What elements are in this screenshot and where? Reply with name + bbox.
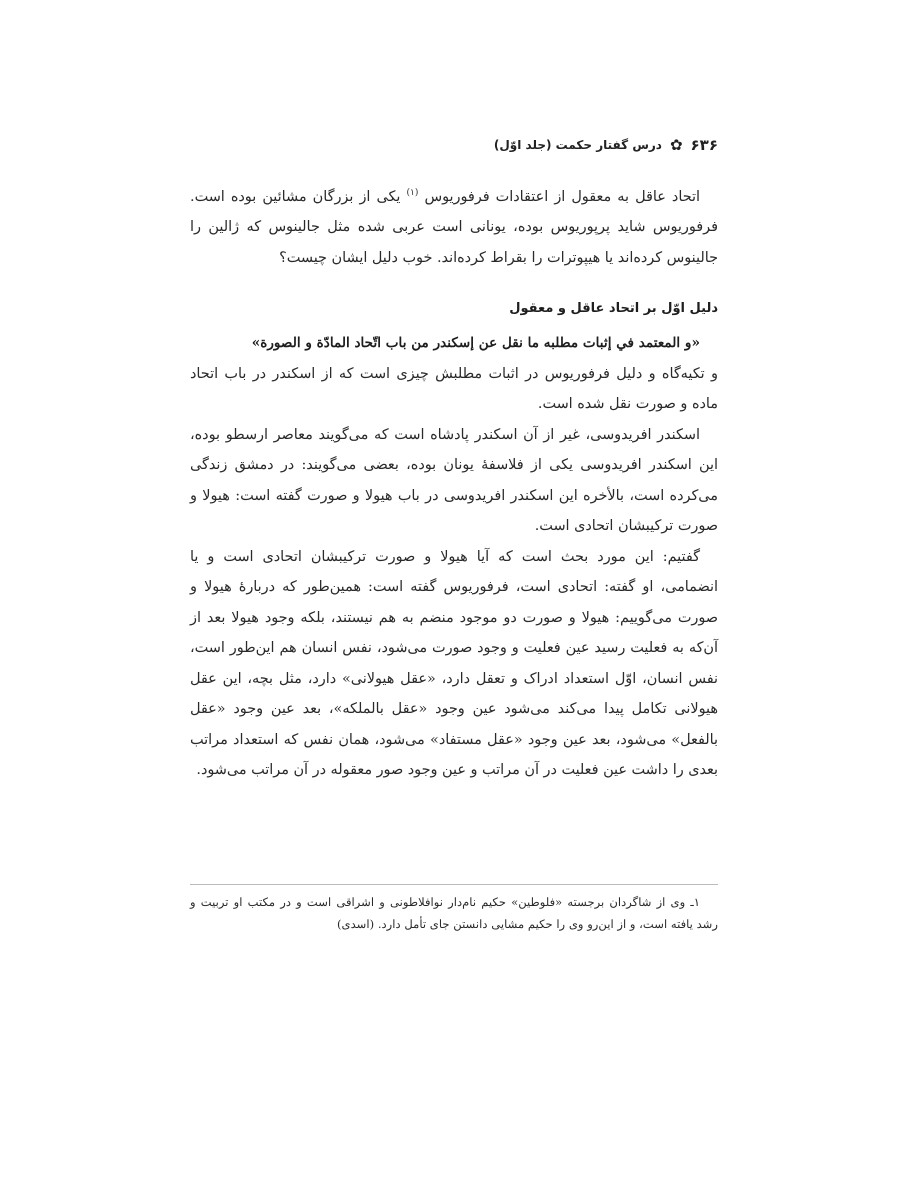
paragraph-1 <box>190 178 718 273</box>
paragraph-3: اسکندر افریدوسی، غیر از آن اسکندر پادشاه است که می‌گویند معاصر ارسطو بوده، این اسکندر افریدوسی یکی از فلاسفهٔ یونان بوده، بعضی می‌گویند: در دمشق زندگی می‌کرده است، بالأخره این اسکندر افریدوسی در باب هیولا و صورت گفته است: هیولا و صورت ترکیبشان اتحادی است. <box>190 426 718 535</box>
book-title: درس گفتار حکمت (جلد اوّل) <box>493 138 662 152</box>
paragraph-4: گفتیم: این مورد بحث است که آیا هیولا و صورت ترکیبشان اتحادی است و یا انضمامی، او گفته: اتحادی است، فرفوریوس گفته است: همین‌طور که دربارهٔ هیولا و صورت می‌گوییم: هیولا و صورت دو موجود منضم به هم نیستند، بلکه وجود هیولا بعد از آن‌که به فعلیت رسید عین فعلیت و وجود صورت می‌شود، نفس انسان هم این‌طور است، نفس انسان، اوّل استعداد ادراک و تعقل دارد، «عقل هیولانی» دارد، مثل بچه، این عقل هیولانی تکامل پیدا می‌کند می‌شود عین وجود «عقل بالملکه»، بعد عین وجود «عقل بالفعل» می‌شود، بعد عین وجود «عقل مستفاد» می‌شود، همان نفس که استعداد مراتب بعدی را داشت عین فعلیت در آن مراتب و عین وجود صور معقوله در آن مراتب می‌شود. <box>190 548 718 779</box>
footnotes-section <box>190 884 718 935</box>
paragraph-2: و تکیه‌گاه و دلیل فرفوریوس در اثبات مطلبش چیزی است که از اسکندر در باب اتحاد ماده و صورت نقل شده است. <box>190 365 718 413</box>
footnote-reference: (۱) <box>406 188 419 198</box>
book-page <box>190 128 718 1128</box>
paragraph-1-before-ref: اتحاد عاقل به معقول از اعتقادات فرفوریوس <box>424 188 700 205</box>
paragraph-1-after-ref: یکی از بزرگان مشائین بوده است. فرفوریوس شاید پرپوریوس بوده، یونانی است عربی شده مثل جالینوس که ژالین را جالینوس کرده‌اند یا هیپوترات را بقراط کرده‌اند. خوب دلیل ایشان چیست؟ <box>190 188 718 266</box>
running-header <box>494 136 718 154</box>
footnote-divider <box>190 884 718 885</box>
footnote-1: ۱ـ وی از شاگردان برجسته «فلوطین» حکیم نام‌دار نوافلاطونی و اشراقی است و در مکتب او تربیت و رشد یافته است، و از این‌رو وی را حکیم مشایی دانستن جای تأمل دارد. (اسدی) <box>190 895 718 931</box>
arabic-quote: «و المعتمد في إثبات مطلبه ما نقل عن إسكندر من باب اتّحاد المادّة و الصورة» <box>251 335 700 352</box>
section-heading: دلیل اوّل بر اتحاد عاقل و معقول <box>509 301 718 317</box>
page-number: ۶۳۶ <box>690 136 718 154</box>
flower-ornament-icon: ✿ <box>669 135 683 154</box>
main-text <box>190 178 718 786</box>
